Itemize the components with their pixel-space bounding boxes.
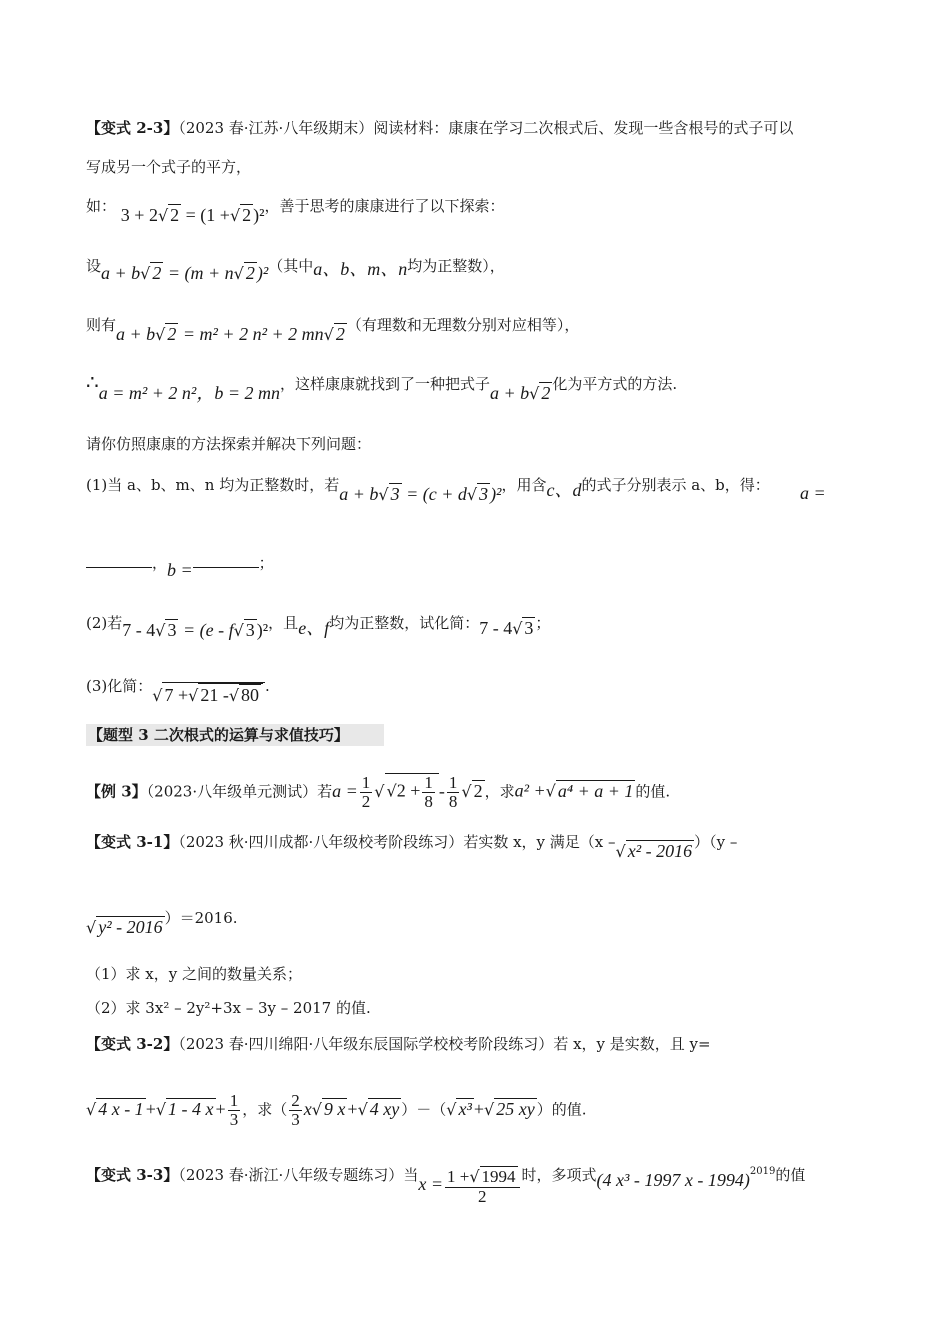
radical-icon: √ xyxy=(323,325,334,344)
fraction: $\frac{1}{2}$ xyxy=(361,773,371,811)
set-line: 设a + b√ 2 = (m + n√ 2 )²（其中a、b、m、n均为正整数）， xyxy=(86,257,505,283)
radical-icon: √ xyxy=(86,918,97,937)
radical-icon: √ xyxy=(228,686,240,705)
radical-icon: √ xyxy=(357,1099,368,1119)
variant-2-3-line1: 【变式 2-3】（2023 春·江苏·八年级期末）阅读材料：康康在学习二次根式后、发现一些含根号的式子可以 xyxy=(86,119,794,137)
radical-icon: √ xyxy=(155,325,166,344)
radical-icon: √ xyxy=(157,206,169,225)
example-formula: 3 + 2√ 2 = (1 +√ 2 )² xyxy=(120,205,265,225)
variant-tag: 【变式 3-1】 xyxy=(86,833,179,851)
radical-icon: √ xyxy=(152,686,163,705)
variant-3-1-cont: √ y² - 2016 ）＝2016. xyxy=(86,909,238,937)
radical-icon: √ xyxy=(545,781,556,801)
radical-icon: √ xyxy=(188,686,199,705)
therefore-icon: ∴ xyxy=(86,370,99,394)
fraction: $\frac{1 +√ 1994}{2}$ xyxy=(445,1166,520,1206)
answer-b-blank[interactable] xyxy=(193,553,259,568)
radical-icon: √ xyxy=(311,1099,322,1119)
source: （2023 春·江苏·八年级期末） xyxy=(178,119,374,137)
question-3: (3)化简：√ 7 +√ 21 -√ 80 . xyxy=(86,677,270,705)
variant-3-1-part2: （2）求 3x² – 2y²+3x – 3y – 2017 的值. xyxy=(86,999,371,1017)
variant-tag: 【变式 3-3】 xyxy=(86,1166,179,1185)
section-heading: 【题型 3 二次根式的运算与求值技巧】 xyxy=(88,726,349,744)
example-3: 【例 3】（2023·八年级单元测试）若a = $\frac{1}{2}$ √ √2 + $\frac{1}{8}$ - $\frac{1}{8}$ √ 2 ，求a² +√ a⁴ + a + 1 的值. xyxy=(86,773,671,811)
example-tag: 【例 3】 xyxy=(86,782,147,801)
answer-line: ，b = ； xyxy=(86,552,274,573)
variant-tag: 【变式 3-2】 xyxy=(86,1035,179,1053)
variant-3-2: 【变式 3-2】（2023 春·四川绵阳·八年级东辰国际学校校考阶段练习）若 x，y 是实数，且 y= xyxy=(86,1035,711,1053)
radical-icon: √ xyxy=(469,1167,480,1186)
answer-a-blank[interactable] xyxy=(86,553,152,568)
fraction: $\frac{1}{3}$ xyxy=(229,1091,239,1129)
fraction: $\frac{1}{8}$ xyxy=(424,773,433,811)
radical-icon: √ xyxy=(233,621,244,640)
question-2: (2)若7 - 4√ 3 = (e - f√ 3 )²，且e、f均为正整数，试化简：7 - 4√ 3 ； xyxy=(86,614,551,640)
variant-3-2-cont: √ 4 x - 1 +√ 1 - 4 x + $\frac{1}{3}$ ，求（ $\frac{2}{3}$ x√ 9 x +√ 4 xy ）－（√ x³ +√ 25 xy ）的值. xyxy=(86,1091,587,1129)
radical-icon: √ xyxy=(86,1099,97,1119)
radical-icon: √ xyxy=(374,781,385,801)
radical-icon: √ xyxy=(484,1099,495,1119)
radical-icon: √ xyxy=(140,264,151,283)
radical-icon: √ xyxy=(233,264,244,283)
radical-icon: √ xyxy=(155,1099,167,1119)
radical-icon: √ xyxy=(461,781,472,801)
answer-a-label: a = xyxy=(800,483,826,503)
ask-line: 请你仿照康康的方法探索并解决下列问题： xyxy=(86,435,372,453)
variant-3-1: 【变式 3-1】（2023 秋·四川成都·八年级校考阶段练习）若实数 x，y 满足（x –√ x² - 2016 ）（y – xyxy=(86,833,738,861)
radical-icon: √ xyxy=(615,842,626,861)
variant-3-1-part1: （1）求 x，y 之间的数量关系； xyxy=(86,965,303,983)
have-line: 则有a + b√ 2 = m² + 2 n² + 2 mn√ 2 （有理数和无理数分别对应相等）， xyxy=(86,316,580,344)
radical-icon: √ xyxy=(446,1099,457,1119)
radical-icon: √ xyxy=(378,485,389,504)
fraction: $\frac{1}{8}$ xyxy=(448,773,458,811)
radical-icon: √ xyxy=(466,485,478,504)
example-line: 如： 3 + 2√ 2 = (1 +√ 2 )²，善于思考的康康进行了以下探索： xyxy=(86,197,505,225)
variant-tag: 【变式 2-3】 xyxy=(86,119,179,137)
variant-2-3-line2: 写成另一个式子的平方， xyxy=(86,158,252,176)
question-1: (1)当 a、b、m、n 均为正整数时，若a + b√ 3 = (c + d√ 3 )²，用含c、d的式子分别表示 a、b，得： xyxy=(86,476,770,504)
radical-icon: √ xyxy=(529,384,540,403)
therefore-line: ∴a = m² + 2 n²，b = 2 mn，这样康康就找到了一种把式子a + b√ 2 化为平方式的方法. xyxy=(86,370,678,403)
radical-icon: √ xyxy=(386,781,397,801)
radical-icon: √ xyxy=(229,206,241,225)
radical-icon: √ xyxy=(155,621,166,640)
variant-3-3: 【变式 3-3】（2023 春·浙江·八年级专题练习）当x = $\frac{1 +√ 1994}{2}$ 时，多项式(4 x³ - 1997 x - 1994)$^{2019}$的值 xyxy=(86,1166,806,1206)
radical-icon: √ xyxy=(512,619,523,638)
fraction: $\frac{2}{3}$ xyxy=(291,1091,300,1129)
